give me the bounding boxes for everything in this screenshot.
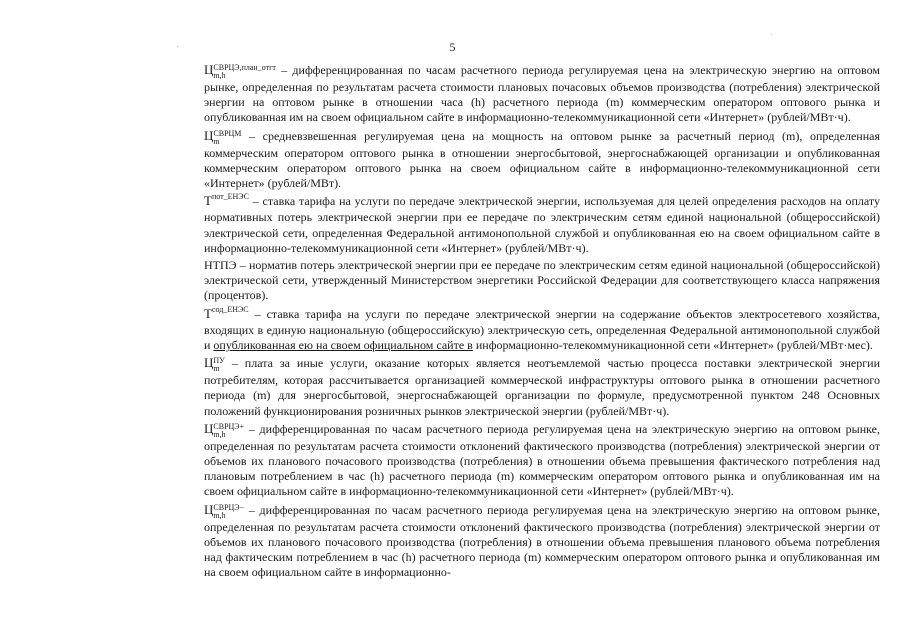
definitions-list (204, 62, 880, 582)
definition-text: – дифференцированная по часам расчетного периода регулируемая цена на электрическую энергию на оптовом рынке, определенная по результатам расчета стоимости отклонений фактического производства (потребления) электрической энергии от объемов их планового почасового производства (потребления) в отношении объема превышения фактического потребления над плановым потреблением в час (h) расчетного периода (m) коммерческим оператором оптового рынка и опубликованная им на своем официальном сайте в информационно-телекоммуникационной сети «Интернет» (рублей/МВт·ч). (204, 421, 880, 499)
definition-text: – дифференцированная по часам расчетного периода регулируемая цена на электрическую энергию на оптовом рынке, определенная по результатам расчета стоимости плановых почасовых объемов производства (потребления) электрической энергии на оптовом рынке в отношении часа (h) расчетного периода (m) коммерческим оператором оптового рынка и опубликованная им на своем официальном сайте в информационно-телекоммуникационной сети «Интернет» (рублей/МВт·ч). (204, 63, 880, 125)
symbol-superscript: пот_ЕНЭС (211, 192, 249, 202)
symbol-superscript: СВРЦЭ− (213, 502, 245, 512)
scan-speck: · (770, 30, 774, 41)
definition-paragraph (204, 62, 880, 126)
formula-symbol: $Т^{пот\_ЕНЭС}$ (204, 192, 249, 209)
formula-symbol: Ц ПУ m (204, 355, 225, 374)
definition-text: – дифференцированная по часам расчетного периода регулируемая цена на электрическую энергию на оптовом рынке, определенная по результатам расчета стоимости отклонений фактического производства (потребления) электрической энергии от объемов их планового почасового производства (потребления) в отношении объема превышения планового объема потребления над фактическим потреблением в час (h) расчетного периода (m) коммерческим оператором оптового рынка и опубликованная им на своем официальном сайте в информационно- (204, 502, 880, 580)
definition-paragraph (204, 355, 880, 419)
definition-text: – плата за иные услуги, оказание которых является неотъемлемой частью процесса поставки электрической энергии потребителям, которая рассчитывается организацией коммерческой инфраструктуры оптового рынка в отношении расчетного периода (m) для энергосбытовой, энергоснабжающей организации по формуле, предусмотренной пунктом 248 Основных положений функционирования розничных рынков электрической энергии (рублей/МВт·ч). (204, 356, 880, 418)
definition-paragraph (204, 502, 880, 581)
symbol-subscript: m,h (213, 429, 226, 439)
definition-paragraph (204, 128, 880, 192)
symbol-subscript: m (213, 136, 220, 146)
formula-symbol: НТПЭ (204, 258, 237, 273)
symbol-subscript: m,h (213, 510, 226, 520)
formula-symbol: Ц СВРЦМ m (204, 127, 242, 146)
formula-symbol: Ц СВРЦЭ+ m,h (204, 420, 245, 439)
definition-text: – ставка тарифа на услуги по передаче электрической энергии на содержание объектов электросетевого хозяйства, входящих в единую национальную (общероссийскую) электрическую сеть, определенная Федеральной антимонопольной службой и (204, 306, 880, 353)
scan-speck: · (176, 42, 180, 53)
symbol-superscript: СВРЦЭ+ (213, 421, 245, 431)
formula-symbol: $Т^{сод\_ЕНЭС}$ (204, 304, 249, 321)
page-number: 5 (449, 40, 456, 54)
definition-paragraph (204, 193, 880, 256)
symbol-subscript: m (213, 364, 220, 374)
definition-text: – норматив потерь электрической энергии при ее передаче по электрическим сетям единой национальной (общероссийской) электрической сети, утвержденный Министерством энергетики Российской Федерации для соответствующего класса напряжения (процентов). (204, 258, 880, 303)
symbol-subscript: m,h (213, 71, 226, 80)
definition-text: – ставка тарифа на услуги по передаче электрической энергии, используемая для целей определения расходов на оплату нормативных потерь электрической энергии при ее передаче по электрическим сетям единой национальной (общероссийской) электрической сети, определенная Федеральной антимонопольной службой и опубликованная ею на своем официальном сайте в информационно-телекоммуникационной сети «Интернет» (рублей/МВт·ч). (204, 194, 880, 255)
symbol-superscript: СВРЦМ (213, 128, 242, 138)
formula-symbol: Ц СВРЦЭ− m,h (204, 501, 245, 520)
definition-paragraph (204, 306, 880, 354)
symbol-superscript: СВРЦЭ,план_отгт (213, 63, 276, 72)
definition-text-tail: информационно-телекоммуникационной сети «Интернет» (рублей/МВт·мес). (472, 338, 873, 353)
definition-paragraph (204, 258, 880, 304)
definition-paragraph (204, 421, 880, 500)
formula-symbol: Ц СВРЦЭ,план_отгт m,h (204, 62, 276, 80)
symbol-superscript: сод_ЕНЭС (211, 304, 249, 314)
symbol-superscript: ПУ (213, 356, 225, 366)
underlined-text: опубликованная ею на своем официальном сайте в (213, 338, 473, 353)
definition-text: – средневзвешенная регулируемая цена на мощность на оптовом рынке за расчетный период (m), определенная коммерческим оператором оптового рынка в отношении энергосбытовой, энергоснабжающей организации и опубликованная коммерческим оператором оптового рынка на своем официальном сайте в информационно-телекоммуникационной сети «Интернет» (рублей/МВт). (204, 128, 880, 191)
